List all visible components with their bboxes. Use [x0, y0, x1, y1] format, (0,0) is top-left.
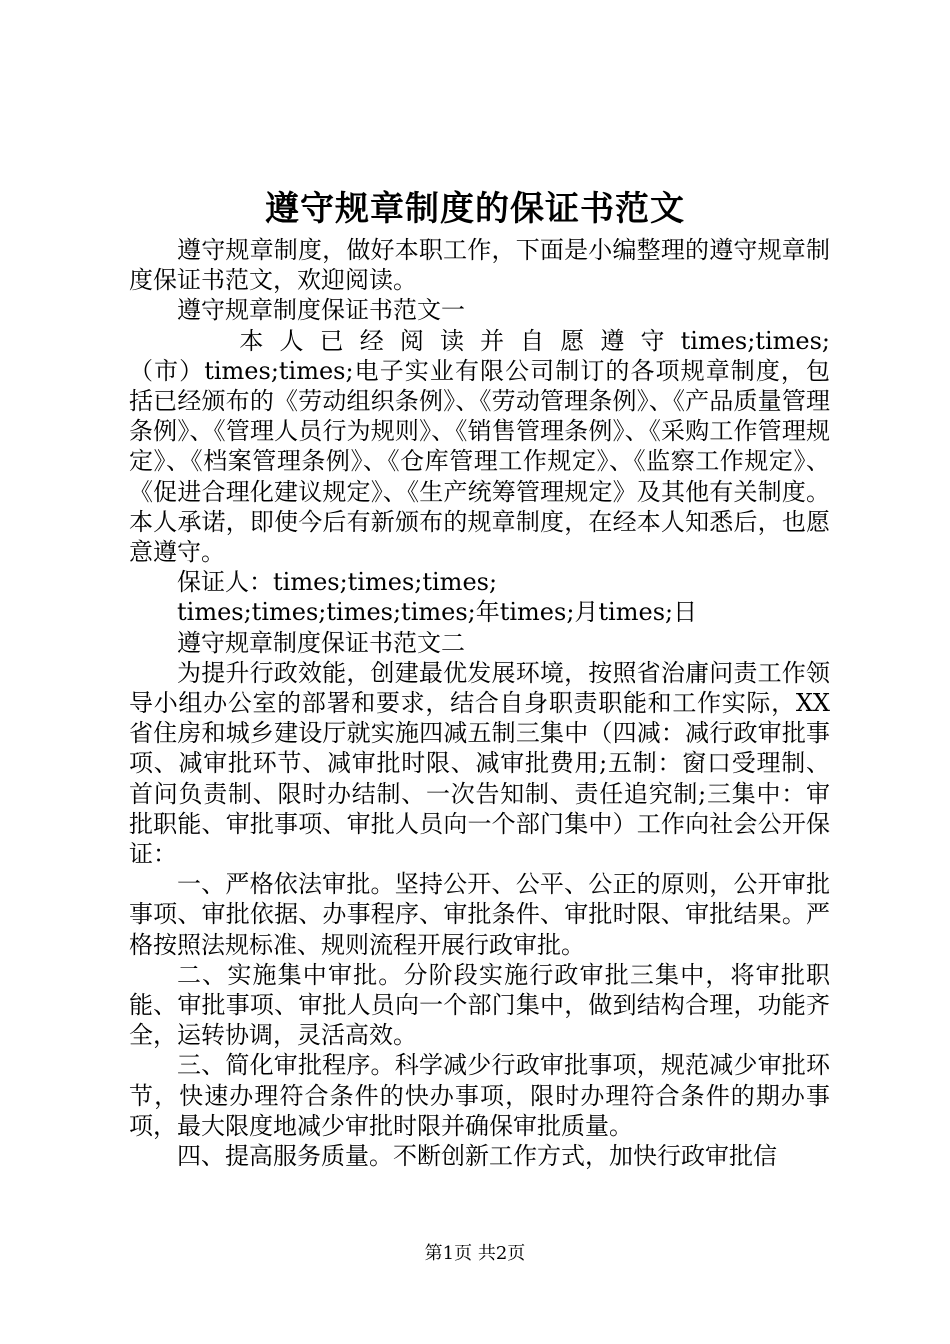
document-body	[129, 235, 830, 1171]
guarantor-line: 保证人：times;times;times;	[177, 568, 498, 597]
intro-paragraph: 遵守规章制度，做好本职工作，下面是小编整理的遵守规章制度保证书范文，欢迎阅读。	[129, 236, 830, 295]
section2-paragraph: 三、简化审批程序。科学减少行政审批事项，规范减少审批环节，快速办理符合条件的快办事项，限时办理符合条件的期办事项，最大限度地减少审批时限并确保审批质量。	[129, 1051, 830, 1140]
section2-paragraph: 一、严格依法审批。坚持公开、公平、公正的原则，公开审批事项、审批依据、办事程序、审批条件、审批时限、审批结果。严格按照法规标准、规则流程开展行政审批。	[129, 870, 830, 959]
section1-first-line: 本人已经阅读并自愿遵守times;times;	[239, 326, 830, 355]
section1-body: （市）times;times;电子实业有限公司制订的各项规章制度，包括已经颁布的《劳动组织条例》、《劳动管理条例》、《产品质量管理条例》、《管理人员行为规则》、《销售管理条例》、《采购工作管理规定》、《档案管理条例》、《仓库管理工作规定》、《监察工作规定》、《促进合理化建议规定》、《生产统筹管理规定》及其他有关制度。本人承诺，即使今后有新颁布的规章制度，在经本人知悉后，也愿意遵守。	[129, 356, 830, 567]
section2-paragraph: 为提升行政效能，创建最优发展环境，按照省治庸问责工作领导小组办公室的部署和要求，结合自身职责职能和工作实际，XX省住房和城乡建设厅就实施四减五制三集中（四减：减行政审批事项、减审批环节、减审批时限、减审批费用;五制：窗口受理制、首问负责制、限时办结制、一次告知制、责任追究制;三集中：审批职能、审批事项、审批人员向一个部门集中）工作向社会公开保证：	[129, 658, 830, 869]
section2-paragraph: 四、提高服务质量。不断创新工作方式，加快行政审批信	[177, 1142, 777, 1171]
section2-paragraph: 二、实施集中审批。分阶段实施行政审批三集中，将审批职能、审批事项、审批人员向一个部门集中，做到结构合理，功能齐全，运转协调，灵活高效。	[129, 960, 830, 1050]
page-footer: 第1页 共2页	[424, 1243, 526, 1264]
document-title: 遵守规章制度的保证书范文	[265, 189, 685, 229]
section1-heading: 遵守规章制度保证书范文一	[177, 296, 465, 325]
date-line: times;times;times;times;年times;月times;日	[177, 598, 698, 627]
section2-heading: 遵守规章制度保证书范文二	[177, 628, 465, 657]
